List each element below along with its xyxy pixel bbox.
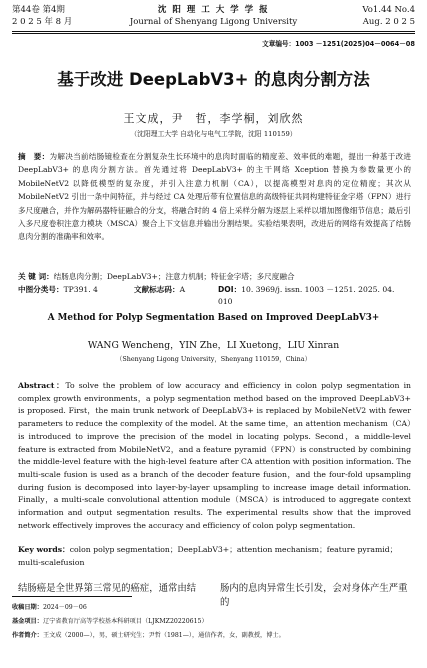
title-cn: 基于改进 DeepLabV3+ 的息肉分割方法 [57,70,370,89]
footnotes [12,601,415,643]
footnote-text: 王文成（2000—），男，硕士研究生；尹哲（1981—），通信作者，女，副教授，博士。 [42,632,285,639]
running-header [12,4,415,30]
header-date-cn: 2 0 2 5 年 8 月 [12,17,73,27]
header-volume-en: Vo1.44 No.4 [362,5,415,15]
title-en: A Method for Polyp Segmentation Based on Improved DeepLabV3+ [47,313,380,323]
affiliation-cn: （沈阳理工大学 自动化与电气工学院，沈阳 110159） [130,130,297,138]
header-right [362,4,415,28]
article-number: 文章编号：1003 －1251(2025)04－0064－08 [262,40,415,48]
header-center [12,4,415,28]
header-volume-cn: 第44卷 第4期 [12,5,65,15]
abstract-cn-text: 为解决当前结肠镜检查在分割复杂生长环境中的息肉时面临的精度差、效率低的难题，提出一种基于改进 DeepLabV3+ 的息肉分割方法。首先通过将 DeepLabV3+ 的主干网络 Xception 替换为参数量更小的 MobileNetV2 以降低模型的复杂度，并引入注意力机制（CA），以提高模型对息肉的定位精度；其次从 MobileNetV2 引出一条中间特征，并与经过 CA 处理后带有位置信息的高级特征共同构建特征金字塔（FPN）进行多尺度融合，并作为解码器特征融合的分支，将融合时的 4 倍上采样分解为逐层上采样以增加图像细节信息；最后引入多尺度卷积注意力模块（MSCA）聚合上下文信息并输出分割结果。实验结果表明，改进后的网络有效提高了结肠息肉分割的准确率和效率。 [18,152,412,242]
keywords-cn-text: 结肠息肉分割；DeepLabV3+；注意力机制；特征金字塔；多尺度融合 [53,272,295,281]
footnote-funding [12,615,415,629]
footnote-label: 收稿日期： [12,604,43,611]
footnote-received [12,601,415,615]
header-rule-thick [12,31,415,32]
doc-code-field [134,284,185,296]
footnote-text: 辽宁省教育厅高等学校基本科研项目（LJKMZ20220615） [42,618,208,625]
clc-value: TP391. 4 [63,285,98,294]
keywords-en-text: colon polyp segmentation；DeepLabV3+；attention mechanism；feature pyramid；multi-scalefusion [18,545,398,567]
doc-code-label: 文献标志码： [134,285,180,294]
footnote-label: 作者简介： [12,632,43,639]
keywords-en-label: Key words： [18,545,70,554]
keywords-en [18,544,411,569]
footnote-text: 2024－09－06 [42,604,87,611]
footnote-authors [12,629,415,643]
header-date-en: Aug. 2 0 2 5 [362,17,415,27]
header-journal-cn: 沈 阳 理 工 大 学 学 报 [157,5,270,15]
abstract-cn-label: 摘 要： [18,152,50,161]
clc-label: 中图分类号： [18,285,64,294]
abstract-en-text: To solve the problem of low accuracy and efficiency in colon polyp segmentation in complex growth environments，a polyp segmentation method based on the improved DeepLabV3+ is proposed. First，the main trunk network of DeepLabV3+ is replaced by MobileNetV2 with fewer parameters to reduce the complexity of the model. At the same time，an attention mechanism（CA）is introduced to improve the precision of the model in locating polyps. Second，a middle-level feature is extracted from MobileNetV2，and a feature pyramid（FPN）is constructed by combining the middle-level feature with the high-level feature after CA attention with position information. The multi-scale fusion is used as a branch of the decoder feature fusion，and the four-fold upsampling during fusion is decomposed into layer-by-layer upsampling to increase image detail information. Finally，a multi-scale convolutional attention module（MSCA）is introduced to aggregate context information and output segmentation results. The experimental results show that the improved network effectively improves the accuracy and efficiency of colon polyp segmentation. [18,381,411,530]
keywords-cn [18,271,411,283]
abstract-cn [18,150,411,244]
body-text-right: 肠内的息肉异常生长引发，会对身体产生严重的 [220,583,408,608]
header-journal-en: Journal of Shenyang Ligong University [129,17,298,27]
authors-en: WANG Wencheng，YIN Zhe，LI Xuetong，LIU Xinran [87,340,340,351]
clc-field [18,285,98,294]
abstract-en-label: Abstract： [18,381,66,390]
footnote-rule [12,596,132,597]
header-rule-thin [12,33,415,34]
classification-line [18,284,411,306]
authors-cn: 王文成，尹 哲，李学桐，刘欣然 [123,112,304,125]
doc-code-value: A [179,285,186,294]
doi-value: 10. 3969/j. issn. 1003 －1251. 2025. 04. 010 [218,285,395,306]
doi-label: DOI： [218,285,242,294]
body-text-left: 结肠癌是全世界第三常见的癌症，通常由结 [18,583,197,594]
doi-field [218,284,411,308]
affiliation-en: （Shenyang Ligong University，Shenyang 110159，China） [116,355,311,363]
footnote-label: 基金项目： [12,618,43,625]
keywords-cn-label: 关 键 词： [18,272,54,281]
abstract-en [18,380,411,532]
